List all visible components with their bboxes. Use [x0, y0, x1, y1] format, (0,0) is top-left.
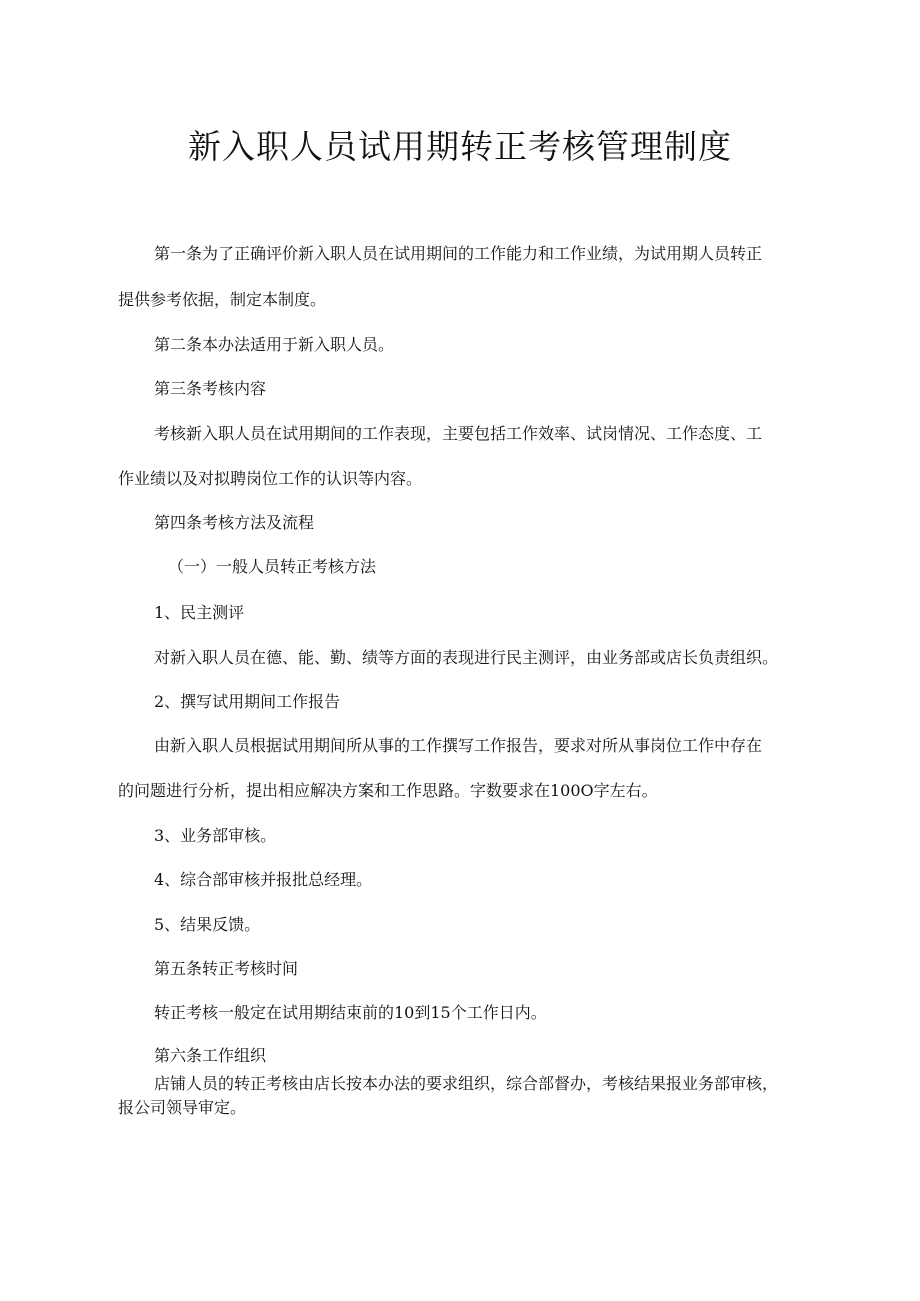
article-6-body-line-2: 报公司领导审定。 — [118, 1098, 247, 1117]
document-title: 新入职人员试用期转正考核管理制度 — [188, 127, 732, 166]
step-4: 4、综合部审核并报批总经理。 — [154, 870, 373, 889]
step-2-body-line-1: 由新入职人员根据试用期间所从事的工作撰写工作报告，要求对所从事岗位工作中存在 — [154, 736, 763, 755]
step-1-body: 对新入职人员在德、能、勤、绩等方面的表现进行民主测评，由业务部或店长负责组织。 — [154, 648, 779, 667]
article-1-line-1: 第一条为了正确评价新入职人员在试用期间的工作能力和工作业绩，为试用期人员转正 — [154, 244, 763, 263]
article-4-heading: 第四条考核方法及流程 — [154, 513, 315, 532]
step-2-heading: 2、撰写试用期间工作报告 — [154, 692, 341, 711]
step-1-heading: 1、民主测评 — [154, 603, 245, 622]
step-5: 5、结果反馈。 — [154, 915, 261, 934]
article-5-heading: 第五条转正考核时间 — [154, 959, 299, 978]
article-3-body-line-2: 作业绩以及对拟聘岗位工作的认识等内容。 — [118, 469, 423, 488]
article-1-line-2: 提供参考依据，制定本制度。 — [118, 290, 327, 309]
article-6-heading: 第六条工作组织 — [154, 1046, 267, 1065]
section-1-heading: （一）一般人员转正考核方法 — [168, 557, 377, 576]
article-3-body-line-1: 考核新入职人员在试用期间的工作表现，主要包括工作效率、试岗情况、工作态度、工 — [154, 424, 763, 443]
article-5-body: 转正考核一般定在试用期结束前的10到15个工作日内。 — [154, 1003, 547, 1022]
article-2: 第二条本办法适用于新入职人员。 — [154, 335, 395, 354]
article-3-heading: 第三条考核内容 — [154, 379, 267, 398]
step-2-body-line-2: 的问题进行分析，提出相应解决方案和工作思路。字数要求在100O字左右。 — [118, 781, 658, 800]
article-6-body-line-1: 店铺人员的转正考核由店长按本办法的要求组织，综合部督办，考核结果报业务部审核， — [154, 1074, 779, 1093]
step-3: 3、业务部审核。 — [154, 826, 277, 845]
